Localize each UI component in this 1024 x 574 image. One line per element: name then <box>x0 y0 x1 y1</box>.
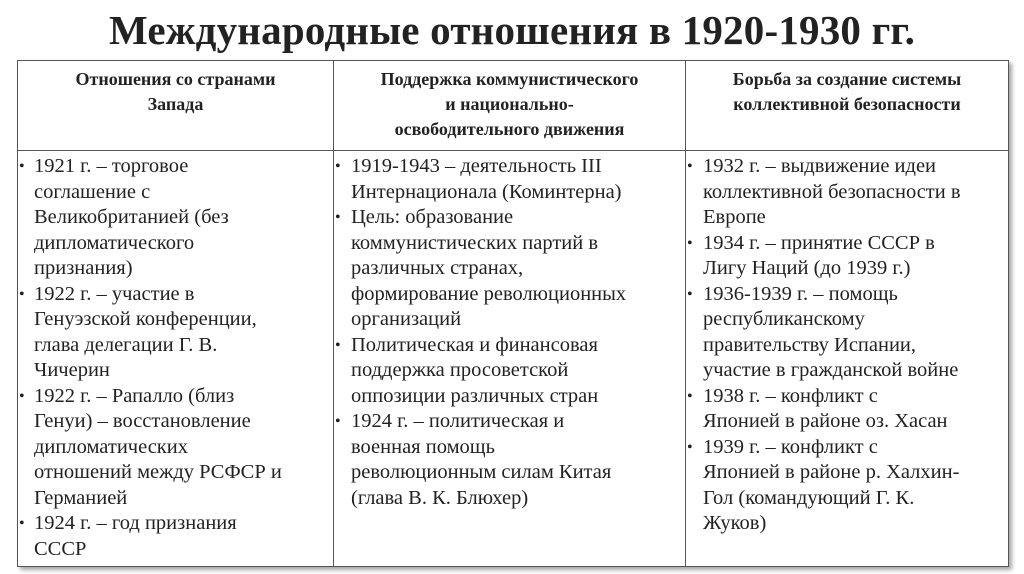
list-item-line: 1934 г. – принятие СССР в <box>703 231 935 254</box>
list-item-line: 1938 г. – конфликт с <box>703 384 878 407</box>
list-item-line: правительству Испании, <box>703 333 917 356</box>
list-item <box>686 282 1008 384</box>
list-item-line: организаций <box>351 308 462 330</box>
list-item-line: (глава В. К. Блюхер) <box>351 486 529 509</box>
list-item-line: Великобританией (без <box>34 206 229 228</box>
list-item-line: оппозиции различных стран <box>351 384 599 407</box>
list-item-line: 1936-1939 г. – помощь <box>703 282 898 305</box>
bullet-icon: • <box>19 387 25 405</box>
column-header-line: Запада <box>147 94 204 114</box>
bullet-list <box>18 151 333 562</box>
list-item-line: Интернационала (Коминтерна) <box>351 180 622 203</box>
column-header <box>334 61 685 151</box>
bullet-icon: • <box>687 387 693 405</box>
bullet-icon: • <box>335 209 341 226</box>
list-item-line: 1922 г. – Рапалло (близ <box>34 384 235 407</box>
column-header-line: Отношения со странами <box>75 69 276 89</box>
list-item-line: 1939 г. – конфликт с <box>703 435 878 458</box>
list-item-line: 1924 г. – год признания <box>34 512 237 534</box>
list-item-line: революционным силам Китая <box>351 461 612 483</box>
list-item-line: военная помощь <box>351 435 495 458</box>
list-item-line: Японией в районе оз. Хасан <box>703 410 948 432</box>
column-header-line: и национально- <box>445 94 574 114</box>
list-item-line: Гол (командующий Г. К. <box>703 486 915 509</box>
list-item-line: коммунистических партий в <box>351 231 599 254</box>
bullet-icon: • <box>687 285 693 303</box>
list-item-line: Германией <box>34 486 128 509</box>
list-item-line: Политическая и финансовая <box>351 333 598 356</box>
list-item <box>18 384 333 512</box>
list-item-line: отношений между РСФСР и <box>34 461 282 483</box>
list-item-line: 1919-1943 – деятельность III <box>351 155 602 177</box>
list-item-line: различных странах, <box>351 257 524 279</box>
bullet-icon: • <box>687 158 693 175</box>
list-item <box>686 435 1008 537</box>
column-header-line: коллективной безопасности <box>733 94 961 114</box>
list-item <box>18 282 333 384</box>
list-item <box>686 231 1008 282</box>
list-item-line: СССР <box>34 537 87 560</box>
list-item-line: участие в гражданской войне <box>703 359 959 381</box>
bullet-icon: • <box>687 438 693 456</box>
list-item-line: Цель: образование <box>351 206 514 228</box>
column-header-line: Борьба за создание системы <box>732 69 962 89</box>
column-header <box>18 61 333 151</box>
list-item-line: глава делегации Г. В. <box>34 333 218 356</box>
list-item-line: дипломатических <box>34 435 188 458</box>
list-item-line: Жуков) <box>703 512 767 534</box>
bullet-list <box>334 151 685 511</box>
comparison-table <box>17 60 1009 567</box>
list-item-line: Генуи) – восстановление <box>34 410 251 432</box>
list-item-line: Лигу Наций (до 1939 г.) <box>703 257 911 279</box>
list-item <box>334 154 685 205</box>
list-item-line: поддержка просоветской <box>351 359 569 381</box>
list-item <box>334 205 685 333</box>
list-item-line: формирование революционных <box>351 282 627 305</box>
list-item-line: признания) <box>34 257 133 279</box>
list-item-line: республиканскому <box>703 308 865 330</box>
bullet-icon: • <box>335 158 341 175</box>
bullet-icon: • <box>19 158 25 175</box>
bullet-icon: • <box>335 336 341 354</box>
bullet-icon: • <box>19 515 25 532</box>
bullet-icon: • <box>19 285 25 303</box>
list-item-line: Генуэзской конференции, <box>34 308 257 330</box>
list-item-line: 1921 г. – торговое <box>34 155 189 177</box>
list-item <box>18 154 333 282</box>
column-header <box>686 61 1008 151</box>
list-item <box>686 154 1008 231</box>
list-item-line: 1932 г. – выдвижение идеи <box>703 155 937 177</box>
column-communist-support <box>333 61 685 566</box>
column-collective-security <box>685 61 1008 566</box>
bullet-list <box>686 151 1008 537</box>
list-item-line: 1924 г. – политическая и <box>351 410 565 432</box>
list-item-line: дипломатического <box>34 231 195 254</box>
list-item <box>18 511 333 562</box>
column-header-line: Поддержка коммунистического <box>380 69 639 89</box>
list-item <box>686 384 1008 435</box>
column-west-relations <box>18 61 333 566</box>
list-item-line: Чичерин <box>34 359 110 381</box>
list-item-line: Европе <box>703 206 766 228</box>
slide-title: Международные отношения в 1920-1930 гг. <box>108 7 916 53</box>
list-item <box>334 333 685 410</box>
list-item-line: соглашение с <box>34 180 151 203</box>
column-header-line: освободительного движения <box>394 119 625 139</box>
bullet-icon: • <box>335 413 341 430</box>
list-item-line: 1922 г. – участие в <box>34 282 195 305</box>
list-item-line: коллективной безопасности в <box>703 180 961 203</box>
bullet-icon: • <box>687 234 693 252</box>
list-item <box>334 409 685 511</box>
list-item-line: Японией в районе р. Халхин- <box>703 461 960 483</box>
